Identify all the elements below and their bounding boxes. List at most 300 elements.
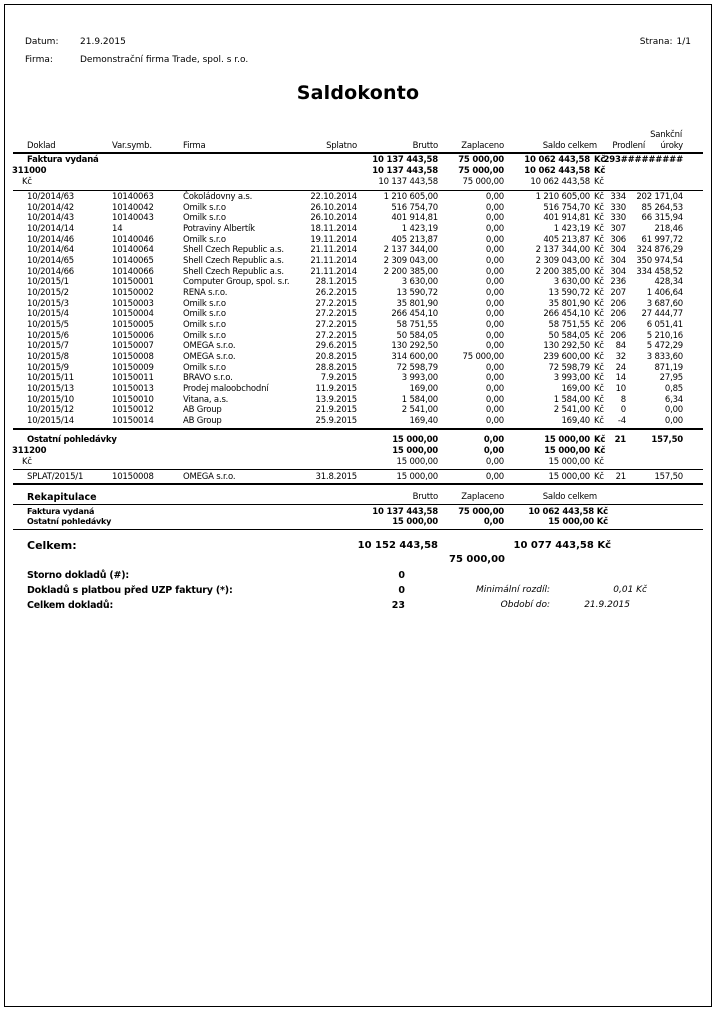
celkem-label: Celkem: <box>27 539 77 552</box>
cell-uroky: 157,50 <box>651 434 683 445</box>
cell-doklad: SPLAT/2015/1 <box>27 471 84 482</box>
storno-value: 0 <box>398 570 405 581</box>
table-row <box>0 309 716 320</box>
table-row <box>0 235 716 246</box>
rule <box>13 428 703 430</box>
cell-saldo: 15 000,00 <box>548 456 590 467</box>
cell-brutto: 2 200 385,00 <box>383 266 438 277</box>
cell-saldo: 10 062 443,58 <box>524 155 590 165</box>
cell-firma: Shell Czech Republic a.s. <box>183 266 284 277</box>
rule <box>13 504 703 505</box>
cell-prodleni: 24 <box>615 362 626 373</box>
cell-kc: Kč <box>594 330 604 341</box>
cell-doklad: 10/2014/65 <box>27 255 74 266</box>
cell-saldo: 169,40 <box>561 415 590 426</box>
celkem-zaplaceno-row <box>0 553 716 565</box>
cell-saldo: 10 062 443,58 <box>530 177 590 187</box>
rule <box>13 483 703 485</box>
cell-firma: Omilk s.r.o <box>183 319 226 330</box>
cell-kc: Kč <box>594 362 604 373</box>
cell-firma: AB Group <box>183 415 222 426</box>
table-row <box>0 245 716 256</box>
cell-brutto: 1 423,19 <box>401 223 438 234</box>
cell-kc: Kč <box>594 415 604 426</box>
cell-prodleni: 21 <box>615 471 626 482</box>
cell-varsymb: 10140064 <box>112 245 154 256</box>
rekap-row-saldo: 10 062 443,58 Kč <box>528 507 608 517</box>
rekap-header-saldo: Saldo celkem <box>542 492 597 502</box>
celkem-zaplaceno: 75 000,00 <box>449 554 505 565</box>
cell-brutto: 169,00 <box>409 383 438 394</box>
cell-zaplaceno: 0,00 <box>485 456 504 467</box>
cell-kc: Kč <box>594 394 604 405</box>
rekap-row-saldo: 15 000,00 Kč <box>548 517 608 527</box>
cell-prodleni: 330 <box>610 213 626 224</box>
cell-uroky: 27,95 <box>659 373 683 384</box>
cell-doklad: 10/2015/2 <box>27 287 69 298</box>
cell-prodleni: -4 <box>617 415 626 426</box>
cell-splatno: 21.11.2014 <box>310 245 357 256</box>
cell-saldo: 401 914,81 <box>543 213 590 224</box>
table-row <box>0 395 716 406</box>
cell-brutto: 72 598,79 <box>396 362 438 373</box>
cell-zaplaceno: 0,00 <box>485 330 504 341</box>
cell-doklad: 10/2015/4 <box>27 309 69 320</box>
cell-brutto: 2 309 043,00 <box>383 255 438 266</box>
cell-splatno: 22.10.2014 <box>310 192 357 202</box>
cell-kc: Kč <box>594 298 604 309</box>
cell-uroky: 0,85 <box>664 383 683 394</box>
cell-zaplaceno: 0,00 <box>485 362 504 373</box>
cell-zaplaceno: 0,00 <box>485 298 504 309</box>
firma-value: Demonstrační firma Trade, spol. s r.o. <box>80 55 249 65</box>
table-row <box>0 384 716 395</box>
rekapitulace-header-row <box>0 492 716 504</box>
min-rozdil-label: Minimální rozdíl: <box>476 585 550 595</box>
cell-uroky: 428,34 <box>654 277 683 288</box>
table-row <box>0 267 716 278</box>
cell-varsymb: 10150010 <box>112 394 154 405</box>
cell-kc: Kč <box>594 177 604 187</box>
cell-zaplaceno: 0,00 <box>485 471 504 482</box>
cell-saldo: 2 309 043,00 <box>535 255 590 266</box>
rule <box>13 190 703 191</box>
table-row <box>0 320 716 331</box>
cell-varsymb: 10140043 <box>112 213 154 224</box>
rekap-row-brutto: 15 000,00 <box>392 517 438 527</box>
cell-zaplaceno: 0,00 <box>485 287 504 298</box>
cell-zaplaceno: 75 000,00 <box>458 166 504 176</box>
cell-saldo: 10 062 443,58 <box>524 166 590 176</box>
cell-zaplaceno: 0,00 <box>485 202 504 213</box>
table-row <box>0 352 716 363</box>
cell-firma: RENA s.r.o. <box>183 287 228 298</box>
cell-uroky: 202 171,04 <box>636 192 683 202</box>
table-row <box>0 288 716 299</box>
cell-kc: Kč <box>594 309 604 320</box>
cell-firma: Omilk s.r.o <box>183 330 226 341</box>
cell-saldo: 3 993,00 <box>553 373 590 384</box>
cell-doklad: 10/2015/12 <box>27 405 74 416</box>
cell-uroky: 1 406,64 <box>646 287 683 298</box>
min-rozdil-value: 0,01 Kč <box>613 585 647 595</box>
cell-doklad: 10/2015/1 <box>27 277 69 288</box>
cell-doklad: 10/2014/64 <box>27 245 74 256</box>
cell-zaplaceno: 0,00 <box>485 373 504 384</box>
table-row <box>0 373 716 384</box>
cell-firma: Prodej maloobchodní <box>183 383 269 394</box>
table-row <box>0 299 716 310</box>
cell-splatno: 31.8.2015 <box>315 471 357 482</box>
cell-prodleni: 307 <box>610 223 626 234</box>
cell-doklad: 10/2015/11 <box>27 373 74 384</box>
cell-saldo: 3 630,00 <box>553 277 590 288</box>
cell-splatno: 27.2.2015 <box>315 319 357 330</box>
table-row <box>0 416 716 427</box>
cell-varsymb: 10150005 <box>112 319 154 330</box>
cell-brutto: 10 137 443,58 <box>372 155 438 165</box>
table-row <box>0 405 716 416</box>
celkem-dokladu-value: 23 <box>391 600 405 611</box>
cell-zaplaceno: 0,00 <box>485 192 504 202</box>
cell-zaplaceno: 0,00 <box>485 255 504 266</box>
cell-uroky: 871,19 <box>654 362 683 373</box>
cell-zaplaceno: 0,00 <box>485 394 504 405</box>
cell-varsymb: 10150007 <box>112 341 154 352</box>
celkem-saldo: 10 077 443,58 Kč <box>513 540 611 551</box>
cell-varsymb: 10150008 <box>112 351 154 362</box>
cell-firma: Vitana, a.s. <box>183 394 229 405</box>
cell-splatno: 27.2.2015 <box>315 309 357 320</box>
cell-doklad: 10/2015/8 <box>27 351 69 362</box>
header-saldo: Saldo celkem <box>542 141 597 151</box>
cell-brutto: 3 630,00 <box>401 277 438 288</box>
cell-varsymb: 10150014 <box>112 415 154 426</box>
rekap-row-zaplaceno: 0,00 <box>483 517 504 527</box>
cell-brutto: 3 993,00 <box>401 373 438 384</box>
strana <box>560 37 691 48</box>
cell-doklad: 10/2015/9 <box>27 362 69 373</box>
cell-zaplaceno: 0,00 <box>485 319 504 330</box>
cell-splatno: 11.9.2015 <box>315 383 357 394</box>
rekap-row-brutto: 10 137 443,58 <box>372 507 438 517</box>
cell-zaplaceno: 0,00 <box>483 434 504 445</box>
cell-prodleni: 306 <box>610 234 626 245</box>
cell-zaplaceno: 0,00 <box>485 309 504 320</box>
cell-splatno: 20.8.2015 <box>315 351 357 362</box>
cell-prodleni: 304 <box>610 245 626 256</box>
header-uroky: úroky <box>660 141 683 151</box>
section-currency-row <box>0 457 716 468</box>
cell-saldo: 35 801,90 <box>548 298 590 309</box>
cell-kc: Kč <box>594 456 604 467</box>
cell-brutto: 401 914,81 <box>391 213 438 224</box>
cell-zaplaceno: 0,00 <box>485 266 504 277</box>
cell-brutto: 10 137 443,58 <box>378 177 438 187</box>
cell-saldo: 266 454,10 <box>543 309 590 320</box>
cell-varsymb: 10150004 <box>112 309 154 320</box>
cell-kc: Kč <box>594 319 604 330</box>
cell-prodleni: 206 <box>610 298 626 309</box>
table-header-row <box>0 141 716 152</box>
cell-uroky: 350 974,54 <box>636 255 683 266</box>
cell-kc: Kč <box>594 213 604 224</box>
cell-uroky: 66 315,94 <box>641 213 683 224</box>
header-sankcni: Sankční <box>650 130 682 140</box>
table-header-row <box>0 130 716 141</box>
cell-splatno: 26.2.2015 <box>315 287 357 298</box>
cell-zaplaceno: 0,00 <box>485 405 504 416</box>
table-row <box>0 213 716 224</box>
rekap-row-label: Faktura vydaná <box>27 507 95 516</box>
cell-saldo: 2 200 385,00 <box>535 266 590 277</box>
header-doklad: Doklad <box>27 141 56 151</box>
cell-doklad: 10/2014/63 <box>27 192 74 202</box>
section-name: Ostatní pohledávky <box>27 434 117 445</box>
section-total-row <box>0 435 716 446</box>
cell-saldo: 50 584,05 <box>548 330 590 341</box>
cell-zaplaceno: 0,00 <box>485 415 504 426</box>
cell-kc: Kč <box>594 245 604 256</box>
cell-varsymb: 10140042 <box>112 202 154 213</box>
cell-uroky: 6,34 <box>664 394 683 405</box>
obdobi-value: 21.9.2015 <box>584 600 630 610</box>
cell-kc: Kč <box>594 341 604 352</box>
cell-uroky: 27 444,77 <box>641 309 683 320</box>
cell-doklad: 10/2014/42 <box>27 202 74 213</box>
cell-saldo: 239 600,00 <box>543 351 590 362</box>
cell-firma: BRAVO s.r.o. <box>183 373 233 384</box>
rekapitulace-title: Rekapitulace <box>27 492 97 503</box>
cell-saldo: 169,00 <box>561 383 590 394</box>
cell-brutto: 10 137 443,58 <box>372 166 438 176</box>
cell-prodleni-uroky-overflow: 293######### <box>603 155 683 165</box>
cell-kc: Kč <box>594 255 604 266</box>
table-row <box>0 331 716 342</box>
cell-saldo: 2 137 344,00 <box>535 245 590 256</box>
cell-saldo: 2 541,00 <box>553 405 590 416</box>
footer-row <box>0 585 716 599</box>
cell-brutto: 405 213,87 <box>391 234 438 245</box>
rekap-header-zaplaceno: Zaplaceno <box>461 492 504 502</box>
cell-splatno: 21.11.2014 <box>310 255 357 266</box>
cell-firma: OMEGA s.r.o. <box>183 341 236 352</box>
cell-prodleni: 304 <box>610 266 626 277</box>
cell-zaplaceno: 0,00 <box>485 245 504 256</box>
cell-kc: Kč <box>594 192 604 202</box>
cell-kc: Kč <box>594 405 604 416</box>
cell-kc: Kč <box>594 277 604 288</box>
cell-zaplaceno: 75 000,00 <box>458 155 504 165</box>
cell-saldo: 516 754,70 <box>543 202 590 213</box>
cell-brutto: 15 000,00 <box>396 456 438 467</box>
cell-doklad: 10/2014/14 <box>27 223 74 234</box>
cell-prodleni: 334 <box>610 192 626 202</box>
cell-splatno: 29.6.2015 <box>315 341 357 352</box>
cell-prodleni: 236 <box>610 277 626 288</box>
cell-zaplaceno: 75 000,00 <box>462 351 504 362</box>
cell-prodleni: 10 <box>615 383 626 394</box>
cell-splatno: 19.11.2014 <box>310 234 357 245</box>
cell-uroky: 3 833,60 <box>646 351 683 362</box>
cell-varsymb: 10140046 <box>112 234 154 245</box>
cell-brutto: 266 454,10 <box>391 309 438 320</box>
celkem-row <box>0 539 716 551</box>
section-currency: Kč <box>22 456 32 467</box>
cell-prodleni: 8 <box>620 394 626 405</box>
cell-varsymb: 10150011 <box>112 373 154 384</box>
rule <box>13 152 703 154</box>
cell-uroky: 157,50 <box>654 471 683 482</box>
cell-firma: Čokoládovny a.s. <box>183 192 253 202</box>
cell-zaplaceno: 75 000,00 <box>462 177 504 187</box>
cell-varsymb: 10150001 <box>112 277 154 288</box>
uzp-value: 0 <box>398 585 405 596</box>
cell-splatno: 27.2.2015 <box>315 298 357 309</box>
cell-splatno: 18.11.2014 <box>310 223 357 234</box>
cell-kc: Kč <box>594 166 606 176</box>
cell-brutto: 2 541,00 <box>401 405 438 416</box>
cell-firma: Omilk s.r.o <box>183 362 226 373</box>
section-total-row <box>0 155 716 166</box>
cell-prodleni: 206 <box>610 330 626 341</box>
cell-firma: OMEGA s.r.o. <box>183 351 236 362</box>
rekap-row-zaplaceno: 75 000,00 <box>458 507 504 517</box>
cell-varsymb: 10150006 <box>112 330 154 341</box>
cell-firma: Omilk s.r.o <box>183 234 226 245</box>
cell-splatno: 13.9.2015 <box>315 394 357 405</box>
cell-uroky: 85 264,53 <box>641 202 683 213</box>
datum-value: 21.9.2015 <box>80 37 126 47</box>
cell-saldo: 15 000,00 <box>544 445 590 456</box>
cell-varsymb: 10150002 <box>112 287 154 298</box>
cell-splatno: 27.2.2015 <box>315 330 357 341</box>
cell-brutto: 15 000,00 <box>392 445 438 456</box>
cell-firma: Computer Group, spol. s.r. <box>183 277 290 288</box>
footer-row <box>0 570 716 584</box>
cell-saldo: 405 213,87 <box>543 234 590 245</box>
cell-uroky: 0,00 <box>664 405 683 416</box>
datum-label: Datum: <box>25 37 59 47</box>
celkem-brutto: 10 152 443,58 <box>357 540 438 551</box>
cell-varsymb: 10150008 <box>112 471 154 482</box>
cell-kc: Kč <box>594 287 604 298</box>
section-account: 311200 <box>12 445 47 456</box>
section-account-row <box>0 166 716 177</box>
cell-firma: Omilk s.r.o <box>183 202 226 213</box>
cell-kc: Kč <box>594 266 604 277</box>
header-firma: Firma <box>183 141 206 151</box>
cell-brutto: 516 754,70 <box>391 202 438 213</box>
cell-varsymb: 10150009 <box>112 362 154 373</box>
cell-saldo: 1 423,19 <box>553 223 590 234</box>
footer-row <box>0 600 716 614</box>
cell-splatno: 26.10.2014 <box>310 202 357 213</box>
cell-varsymb: 10150003 <box>112 298 154 309</box>
cell-brutto: 35 801,90 <box>396 298 438 309</box>
cell-doklad: 10/2014/43 <box>27 213 74 224</box>
page-title: Saldokonto <box>296 82 420 104</box>
section-currency-row <box>0 177 716 188</box>
table-row <box>0 472 716 483</box>
cell-prodleni: 330 <box>610 202 626 213</box>
cell-doklad: 10/2015/10 <box>27 394 74 405</box>
cell-saldo: 72 598,79 <box>548 362 590 373</box>
cell-brutto: 1 210 605,00 <box>383 192 438 202</box>
cell-uroky: 0,00 <box>664 415 683 426</box>
cell-uroky: 5 210,16 <box>646 330 683 341</box>
cell-brutto: 15 000,00 <box>396 471 438 482</box>
cell-prodleni: 32 <box>615 351 626 362</box>
cell-firma: AB Group <box>183 405 222 416</box>
cell-varsymb: 10140063 <box>112 192 154 202</box>
cell-saldo: 58 751,55 <box>548 319 590 330</box>
cell-brutto: 1 584,00 <box>401 394 438 405</box>
cell-splatno: 28.1.2015 <box>315 277 357 288</box>
uzp-label: Dokladů s platbou před UZP faktury (*): <box>27 585 233 596</box>
cell-kc: Kč <box>594 234 604 245</box>
cell-firma: Omilk s.r.o <box>183 213 226 224</box>
table-row <box>0 363 716 374</box>
header-splatno: Splatno <box>326 141 357 151</box>
cell-varsymb: 10150013 <box>112 383 154 394</box>
cell-firma: OMEGA s.r.o. <box>183 471 236 482</box>
cell-prodleni: 206 <box>610 309 626 320</box>
cell-splatno: 25.9.2015 <box>315 415 357 426</box>
firma-label: Firma: <box>25 55 53 65</box>
header-brutto: Brutto <box>412 141 438 151</box>
cell-prodleni: 207 <box>610 287 626 298</box>
strana-value: 1/1 <box>676 37 691 47</box>
cell-doklad: 10/2014/66 <box>27 266 74 277</box>
cell-kc: Kč <box>594 434 606 445</box>
cell-zaplaceno: 0,00 <box>485 234 504 245</box>
cell-uroky: 6 051,41 <box>646 319 683 330</box>
cell-zaplaceno: 0,00 <box>485 383 504 394</box>
cell-uroky: 218,46 <box>654 223 683 234</box>
cell-saldo: 1 210 605,00 <box>535 192 590 202</box>
section-account: 311000 <box>12 166 47 176</box>
cell-saldo: 1 584,00 <box>553 394 590 405</box>
cell-prodleni: 0 <box>620 405 626 416</box>
section-currency: Kč <box>22 177 32 187</box>
cell-varsymb: 10150012 <box>112 405 154 416</box>
cell-kc: Kč <box>594 373 604 384</box>
cell-brutto: 15 000,00 <box>392 434 438 445</box>
cell-zaplaceno: 0,00 <box>485 341 504 352</box>
cell-kc: Kč <box>594 471 604 482</box>
cell-firma: Shell Czech Republic a.s. <box>183 245 284 256</box>
cell-doklad: 10/2015/14 <box>27 415 74 426</box>
cell-zaplaceno: 0,00 <box>485 223 504 234</box>
cell-prodleni: 21 <box>614 434 626 445</box>
cell-brutto: 50 584,05 <box>396 330 438 341</box>
rekap-row-label: Ostatní pohledávky <box>27 517 112 526</box>
cell-prodleni: 84 <box>615 341 626 352</box>
storno-label: Storno dokladů (#): <box>27 570 130 581</box>
cell-splatno: 28.8.2015 <box>315 362 357 373</box>
cell-saldo: 15 000,00 <box>544 434 590 445</box>
cell-uroky: 324 876,29 <box>636 245 683 256</box>
rule <box>13 469 703 470</box>
header-zaplaceno: Zaplaceno <box>461 141 504 151</box>
cell-brutto: 13 590,72 <box>396 287 438 298</box>
table-row <box>0 224 716 235</box>
header-prodleni: Prodlení <box>612 141 645 151</box>
cell-zaplaceno: 0,00 <box>485 213 504 224</box>
cell-saldo: 130 292,50 <box>543 341 590 352</box>
cell-uroky: 5 472,29 <box>646 341 683 352</box>
